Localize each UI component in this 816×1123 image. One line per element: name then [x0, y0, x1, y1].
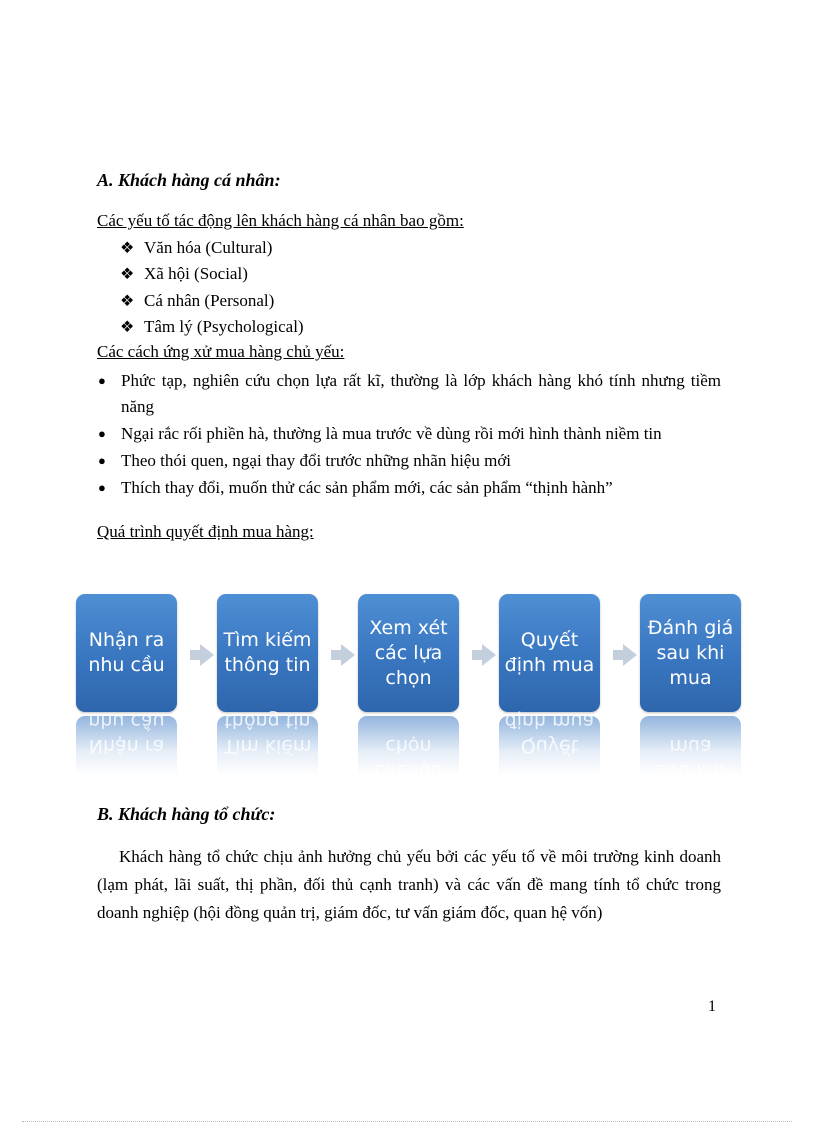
process-step-label: Đánh giá sau khi mua — [647, 616, 734, 689]
bullet-icon: ● — [98, 480, 106, 495]
bullet-icon: ● — [98, 453, 106, 468]
diamond-bullet-icon: ❖ — [120, 318, 135, 336]
behaviors-intro: Các cách ứng xử mua hàng chủ yếu: — [97, 342, 345, 361]
process-step-reflection — [358, 716, 459, 807]
list-item — [120, 235, 304, 261]
section-b-heading: B. Khách hàng tổ chức: — [97, 804, 276, 824]
process-step-reflection-text: Đánh giá sau khi mua — [647, 735, 734, 807]
process-step-label: Nhận ra nhu cầu — [88, 629, 165, 676]
factor-label: Xã hội (Social) — [144, 264, 248, 284]
arrow-right-icon — [623, 644, 637, 666]
list-item — [97, 421, 721, 447]
process-step-label: Xem xét các lựa chọn — [369, 616, 448, 689]
list-item — [120, 261, 304, 287]
process-step-reflection — [499, 710, 600, 776]
factor-label: Tâm lý (Psychological) — [144, 316, 304, 336]
process-step-box — [358, 594, 459, 712]
behaviors-list — [97, 368, 721, 502]
behavior-text: Theo thói quen, ngại thay đổi trước những nhãn hiệu mới — [121, 451, 512, 470]
diamond-bullet-icon: ❖ — [120, 240, 135, 257]
page-number: 1 — [708, 998, 716, 1015]
list-item — [97, 368, 721, 420]
process-step-reflection — [640, 716, 741, 807]
bullet-icon: ● — [98, 426, 106, 441]
page-bottom-divider — [22, 1121, 792, 1122]
factor-label: Cá nhân (Personal) — [144, 290, 275, 310]
factors-list — [120, 235, 304, 340]
section-a-heading: A. Khách hàng cá nhân: — [97, 170, 281, 190]
diamond-bullet-icon: ❖ — [120, 292, 135, 310]
behavior-text: Phức tạp, nghiên cứu chọn lựa rất kĩ, thường là lớp khách hàng khó tính nhưng tiềm năng — [121, 371, 721, 416]
process-step-label: Tìm kiếm thông tin — [223, 629, 312, 676]
list-item — [97, 475, 721, 501]
arrow-right-icon — [482, 644, 496, 666]
process-step-reflection — [217, 710, 318, 776]
purchase-process-diagram — [0, 590, 816, 807]
process-intro: Quá trình quyết định mua hàng: — [97, 522, 314, 541]
factor-label: Văn hóa (Cultural) — [144, 238, 273, 257]
process-step-reflection-text: Quyết định mua — [504, 710, 595, 757]
process-step-reflection — [76, 710, 177, 776]
arrow-right-icon — [341, 644, 355, 666]
process-step-reflection-text: Tìm kiếm thông tin — [223, 710, 312, 757]
list-item — [120, 314, 304, 340]
process-step-box — [499, 594, 600, 712]
behavior-text: Ngại rắc rối phiền hà, thường là mua trước về dùng rồi mới hình thành niềm tin — [121, 424, 662, 443]
arrow-right-icon — [200, 644, 214, 666]
factors-intro: Các yếu tố tác động lên khách hàng cá nhân bao gồm: — [97, 211, 464, 230]
process-step-label: Quyết định mua — [504, 629, 595, 676]
process-step-box — [76, 594, 177, 712]
behavior-text: Thích thay đổi, muốn thử các sản phẩm mới, các sản phẩm “thịnh hành” — [121, 478, 613, 497]
diamond-bullet-icon: ❖ — [120, 266, 135, 284]
list-item — [120, 288, 304, 314]
process-step-box — [217, 594, 318, 712]
bullet-icon: ● — [98, 373, 106, 388]
list-item — [97, 448, 721, 474]
section-b-paragraph: Khách hàng tổ chức chịu ảnh hưởng chủ yếu bởi các yếu tố về môi trường kinh doanh (lạm phát, lãi suất, thị phần, đối thủ cạnh tranh) và các vấn đề mang tính tổ chức trong doanh nghiệp (hội đồng quản trị, giám đốc, tư vấn giám đốc, quan hệ vốn) — [97, 847, 721, 922]
process-step-box — [640, 594, 741, 712]
process-step-reflection-text: Nhận ra nhu cầu — [88, 710, 165, 757]
process-step-reflection-text: Xem xét các lựa chọn — [369, 735, 448, 807]
